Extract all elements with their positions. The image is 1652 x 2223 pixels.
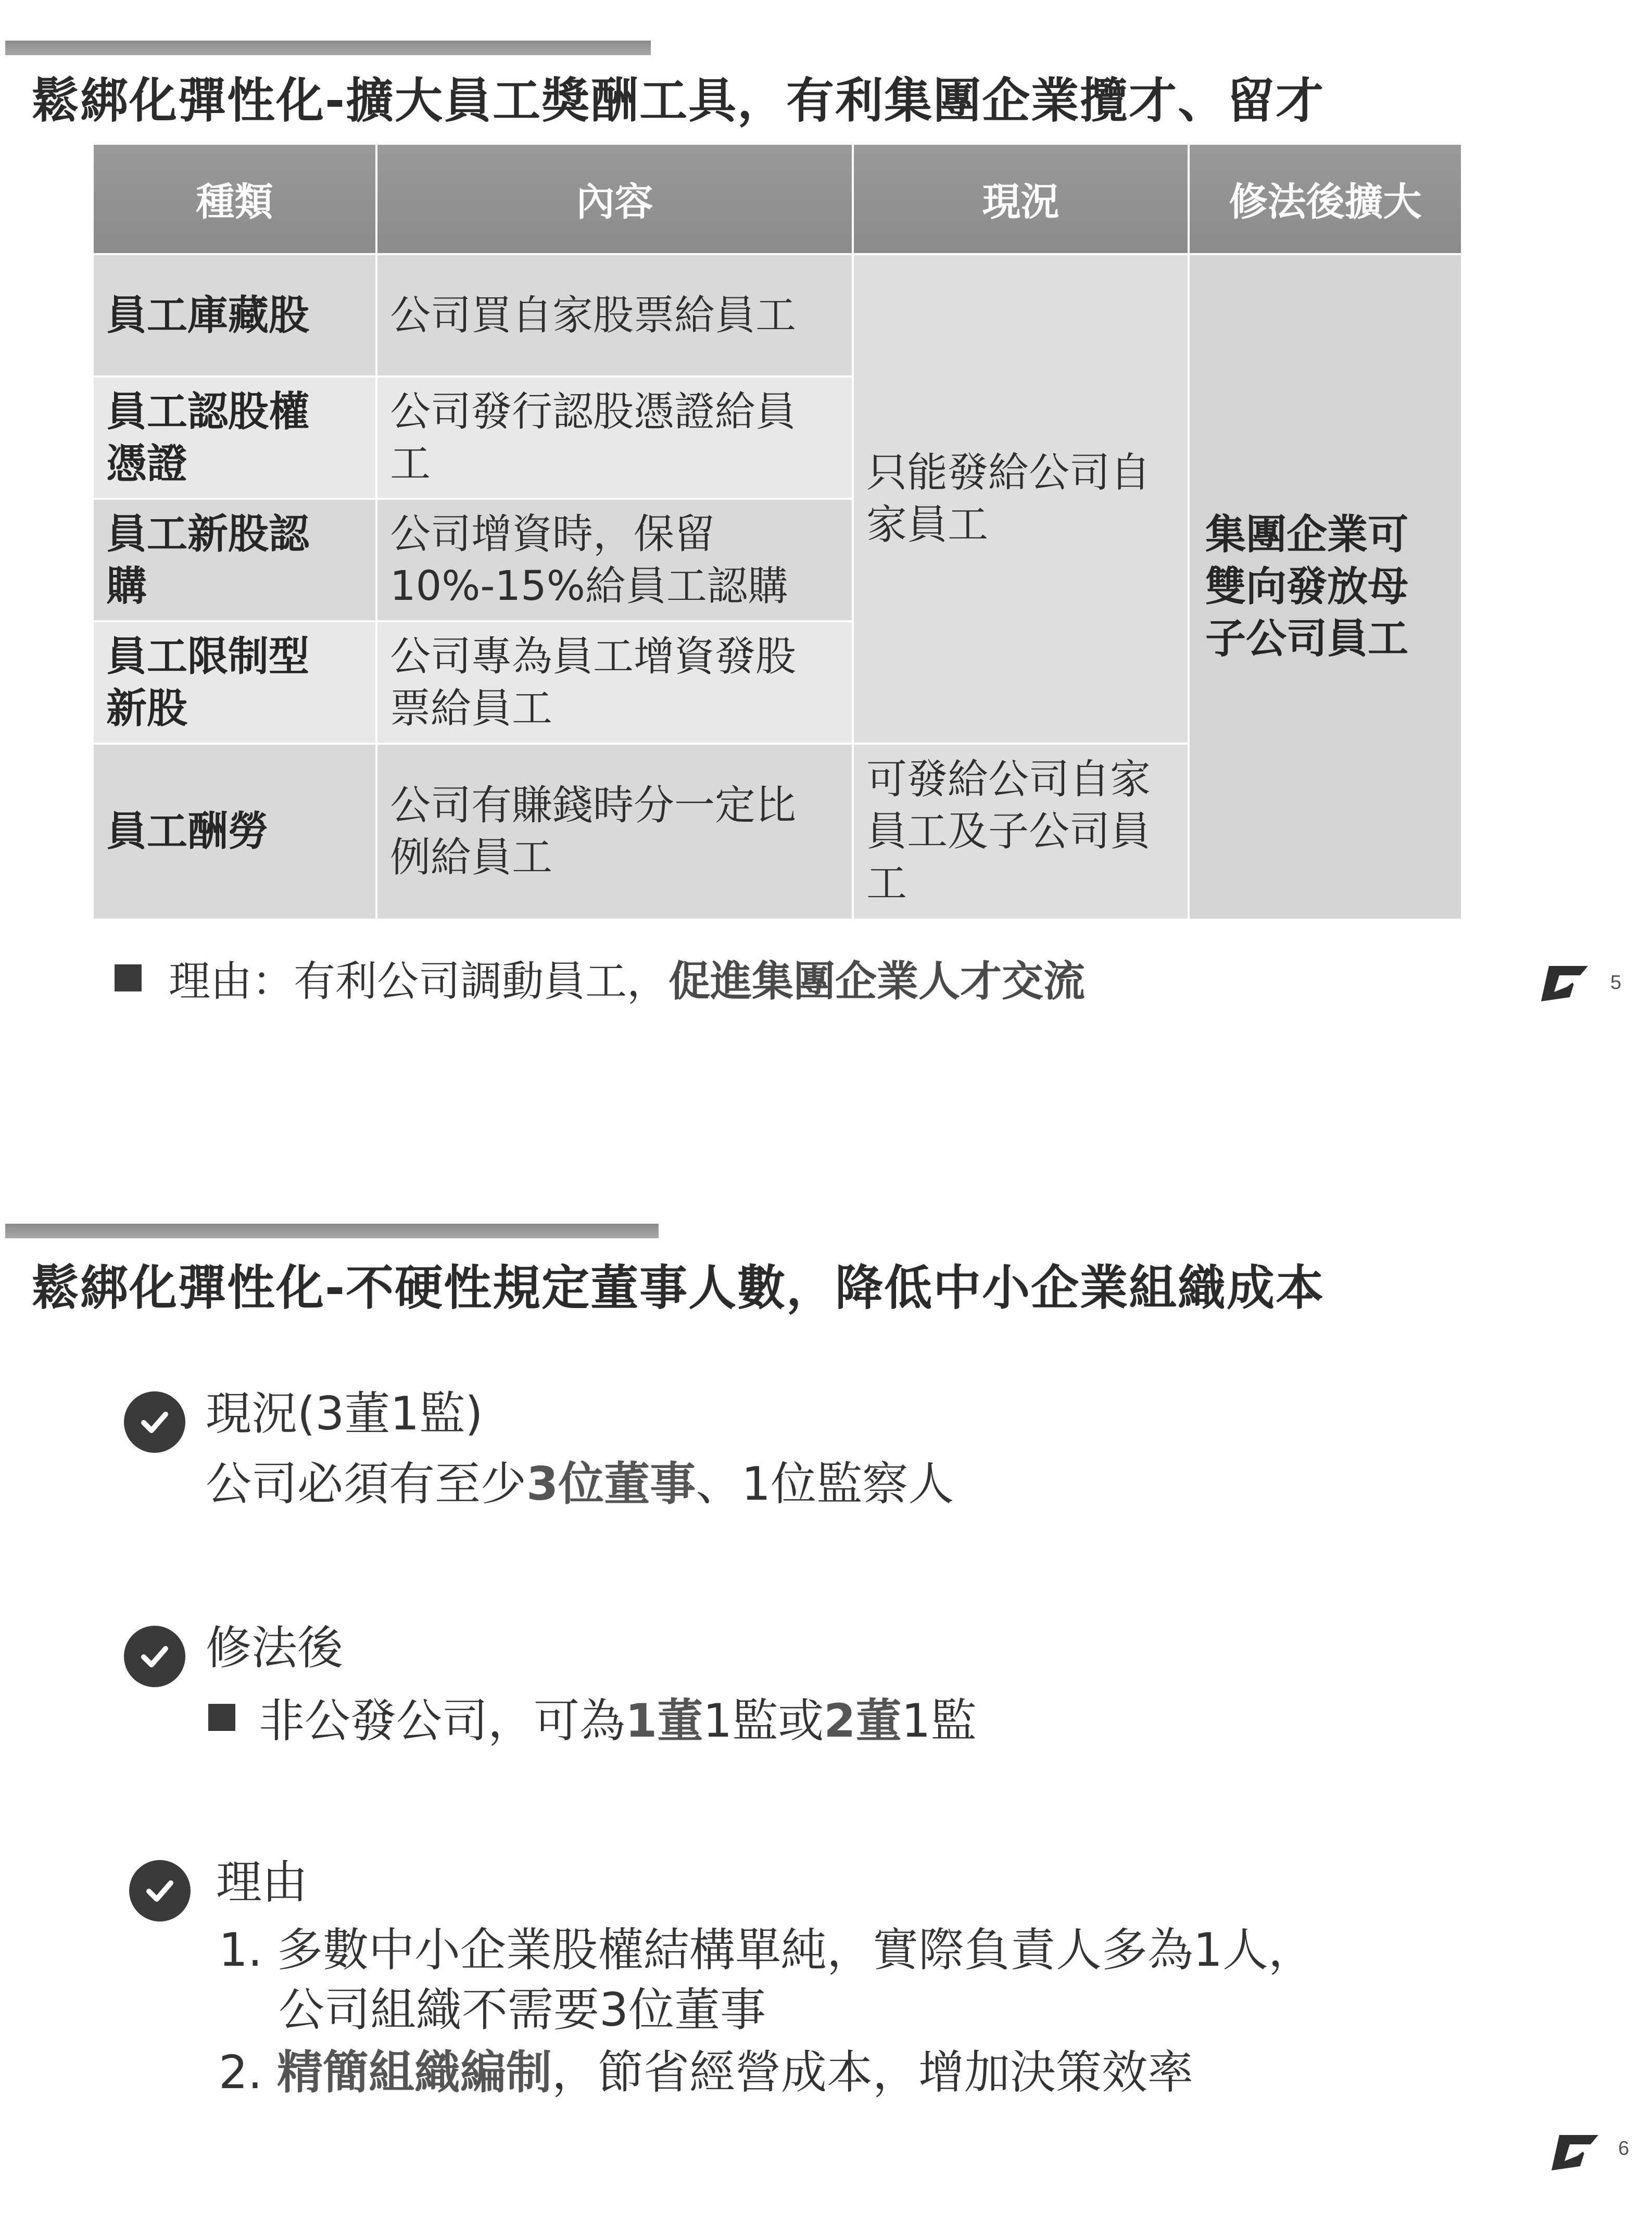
reason-item-2: 2. 精簡組織編制，節省經營成本，增加決策效率: [219, 2045, 1193, 2099]
row-content-text: 公司專為員工增資發股: [390, 633, 797, 680]
reason-item-1-continued: 公司組織不需要3位董事: [279, 1983, 766, 2037]
slide-title: 鬆綁化彈性化-不硬性規定董事人數，降低中小企業組織成本: [31, 1260, 1325, 1316]
row-type-cell: [94, 745, 377, 921]
row-type-text: 新股: [106, 685, 188, 732]
current-status-text: 家員工: [866, 501, 989, 548]
row-content-cell: [377, 622, 854, 745]
row-content-text: 公司買自家股票給員工: [390, 292, 797, 339]
row-type-text: 員工限制型: [106, 633, 310, 680]
amendment-description: 非公發公司，可為 1董 1監或 2董 1監: [208, 1685, 976, 1750]
row-content-text: 例給員工: [390, 834, 553, 881]
row-content-text: 公司增資時，保留: [390, 510, 715, 558]
row-type-text: 員工庫藏股: [106, 292, 310, 339]
expanded-scope-text: 雙向發放母: [1205, 563, 1409, 610]
row-content-cell: [377, 378, 854, 500]
header-expanded: 修法後擴大: [1190, 145, 1463, 255]
expanded-scope-cell: [1190, 255, 1463, 921]
row-content-cell: [377, 255, 854, 378]
company-logo-icon: [1538, 961, 1591, 1002]
row-content-cell: [377, 745, 854, 921]
row-content-text: 公司發行認股憑證給員: [390, 388, 797, 435]
row-type-text: 憑證: [106, 440, 188, 487]
row-type-text: 購: [106, 562, 147, 610]
row-type-text: 員工認股權: [106, 388, 310, 435]
check-circle-icon: [124, 1626, 185, 1687]
header-type: 種類: [94, 145, 377, 255]
row-content-cell: [377, 500, 854, 622]
reason-emphasis: 促進集團企業人才交流: [669, 957, 1085, 1006]
current-status-text: 員工及子公司員: [866, 808, 1151, 855]
row-type-text: 員工新股認: [106, 510, 310, 558]
slide-title: 鬆綁化彈性化-擴大員工獎酬工具，有利集團企業攬才、留才: [31, 73, 1325, 129]
current-heading: 現況(3董1監): [206, 1387, 483, 1440]
header-content: 內容: [377, 145, 854, 255]
page-number: 5: [1610, 972, 1622, 994]
row-content-text: 票給員工: [390, 685, 553, 732]
row-type-cell: [94, 378, 377, 500]
company-logo-icon: [1549, 2130, 1601, 2171]
square-bullet-icon: [208, 1704, 235, 1731]
current-status-cell: [854, 255, 1190, 745]
page-number: 6: [1618, 2138, 1630, 2159]
current-status-text: 工: [866, 860, 907, 907]
expanded-scope-text: 子公司員工: [1205, 616, 1409, 662]
slide-6: [0, 1198, 1652, 2223]
row-content-text: 10%-15%給員工認購: [390, 562, 788, 610]
reason-heading: 理由: [216, 1855, 308, 1909]
reason-bullet: [115, 948, 1085, 1008]
row-content-text: 公司有賺錢時分一定比: [390, 782, 797, 829]
title-accent-bar: [5, 41, 651, 55]
slide-5: [0, 0, 1652, 1094]
expanded-scope-text: 集團企業可: [1205, 511, 1409, 558]
header-current: 現況: [854, 145, 1190, 255]
current-status-text: 可發給公司自家: [866, 756, 1151, 803]
check-circle-icon: [129, 1860, 191, 1921]
row-type-cell: [94, 500, 377, 622]
row-content-text: 工: [390, 440, 431, 487]
title-accent-bar: [5, 1224, 659, 1238]
row-type-cell: [94, 622, 377, 745]
reason-item-1: 1. 多數中小企業股權結構單純，實際負責人多為1人，: [219, 1923, 1314, 1977]
row-type-cell: [94, 255, 377, 378]
check-circle-icon: [124, 1391, 185, 1453]
amendment-heading: 修法後: [206, 1621, 344, 1675]
current-status-cell: [854, 745, 1190, 921]
current-description: 公司必須有至少3位董事、1位監察人: [206, 1457, 954, 1511]
row-type-text: 員工酬勞: [106, 808, 269, 855]
incentive-tools-table: [94, 145, 1463, 921]
square-bullet-icon: [115, 964, 142, 991]
reason-text: 理由：有利公司調動員工，: [169, 957, 669, 1006]
current-status-text: 只能發給公司自: [866, 449, 1151, 496]
